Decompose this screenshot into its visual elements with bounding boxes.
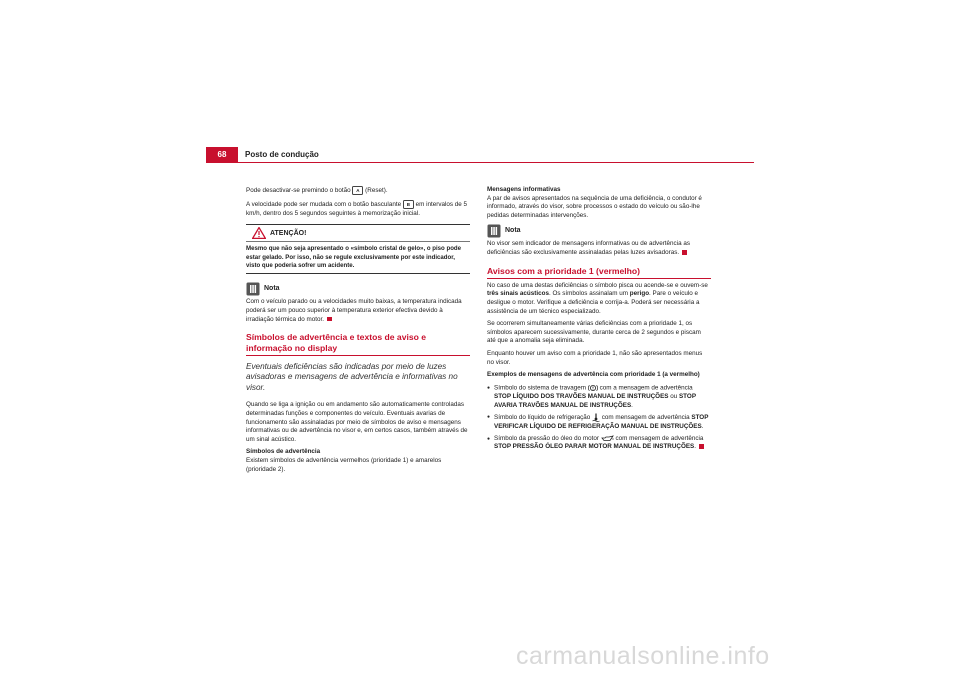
section-divider	[487, 278, 711, 279]
section-title-priority-1: Avisos com a prioridade 1 (vermelho)	[487, 265, 640, 276]
paragraph-reset: Pode desactivar-se premindo o botão A (Reset).	[246, 187, 388, 195]
watermark: carmanualsonline.info	[516, 642, 770, 670]
list-item-coolant: ● Símbolo do líquido de refrigeração com mensagem de advertência STOP VERIFICAR LÍQUIDO DE REFRIGERAÇÃO MANUAL DE INSTRUÇÕES.	[487, 413, 711, 431]
note-title-right: Nota	[505, 227, 521, 235]
note-header	[246, 282, 470, 296]
key-a-icon: A	[352, 186, 363, 195]
page-header-title: Posto de condução	[245, 150, 319, 159]
warning-title: ATENÇÃO!	[270, 230, 307, 238]
end-mark-icon	[682, 250, 687, 255]
paragraph-info-messages: Mensagens informativas A par de avisos apresentados na sequência de uma deficiência, o condutor é informado, através do visor, sobre processos o estado do veículo ou são-lhe pedidas determinadas intervenções.	[487, 186, 702, 219]
examples-title: Exemplos de mensagens de advertência com prioridade 1 (a vermelho)	[487, 371, 700, 379]
right-column	[487, 186, 711, 455]
oil-can-icon	[601, 435, 614, 442]
info-note-icon	[246, 282, 260, 296]
section-divider	[246, 355, 470, 356]
paragraph-ignition: Quando se liga a ignição ou em andamento são automaticamente controladas determinadas funções e componentes do veículo. Eventuais avarias de funcionamento são assinaladas por meio de símbolos de aviso e mensagens informativas ou de advertência no visor e, em certos casos, também através de um sinal acústico.	[246, 401, 468, 443]
section-subtitle: Eventuais deficiências são indicadas por meio de luzes avisadoras e mensagens de advertência e informativas no visor.	[246, 361, 458, 392]
brake-system-icon	[588, 384, 598, 392]
list-item-oil-pressure: ● Símbolo da pressão do óleo do motor com mensagem de advertência STOP PRESSÃO ÓLEO PARAR MOTOR MANUAL DE INSTRUÇÕES.	[487, 435, 711, 452]
left-column	[246, 186, 470, 478]
warning-triangle-icon	[252, 227, 266, 239]
end-mark-icon	[699, 444, 704, 449]
end-mark-icon	[327, 317, 332, 322]
paragraph-priority-1: No caso de uma destas deficiências o símbolo pisca ou acende-se e ouvem-se três sinais acústicos. Os símbolos assinalam um perigo. Pare o veículo e desligue o motor. Verifique a deficiência e corrija-a. Poderá ser necessária a assistência de um técnico especializado.	[487, 281, 708, 315]
paragraph-speed: A velocidade pode ser mudada com o botão basculante B em intervalos de 5 km/h, dentro dos 5 segundos seguintes à memorização inicial.	[246, 200, 468, 217]
key-b-icon: B	[403, 200, 414, 209]
warning-header	[246, 227, 470, 242]
note-text: Com o veículo parado ou a velocidades muito baixas, a temperatura indicada poderá ser um pouco superior à temperatura exterior efectiva devido à irradiação térmica do motor.	[246, 298, 462, 323]
subheading-warning-symbols: Símbolos de advertência	[246, 448, 321, 456]
paragraph-warning-symbols: Símbolos de advertência Existem símbolos de advertência vermelhos (prioridade 1) e amarelos (prioridade 2).	[246, 448, 442, 473]
subheading-info-messages: Mensagens informativas	[487, 186, 561, 193]
page-number-badge: 68	[206, 147, 238, 163]
note-text-right: No visor sem indicador de mensagens informativas ou de advertência as deficiências são exclusivamente assinaladas pelas luzes avisadoras.	[487, 240, 691, 256]
warning-text: Mesmo que não seja apresentado o «símbolo cristal de gelo», o piso pode estar gelado. Por isso, não se regule exclusivamente por este indicador, visto que poderia sofrer um acidente.	[246, 245, 462, 269]
info-note-icon	[487, 224, 501, 238]
list-item-brake: ● Símbolo do sistema de travagem com a mensagem de advertência STOP LÍQUIDO DOS TRAVÕES MANUAL DE INSTRUÇÕES ou STOP AVARIA TRAVÕES MANUAL DE INSTRUÇÕES.	[487, 384, 711, 410]
note-header-right	[487, 224, 711, 238]
paragraph-no-menus: Enquanto houver um aviso com a prioridade 1, não são apresentados menus no visor.	[487, 350, 703, 366]
note-title: Nota	[264, 285, 280, 293]
warning-box	[246, 224, 470, 274]
paragraph-multiple-faults: Se ocorrerem simultaneamente várias deficiências com a prioridade 1, os símbolos aparecem sucessivamente, durante cerca de 2 segundos e piscam até que a anomalia seja eliminada.	[487, 320, 701, 345]
coolant-temperature-icon	[592, 413, 600, 422]
section-title-warning-symbols: Símbolos de advertência e textos de aviso e informação no display	[246, 332, 427, 353]
header-divider	[206, 162, 754, 163]
